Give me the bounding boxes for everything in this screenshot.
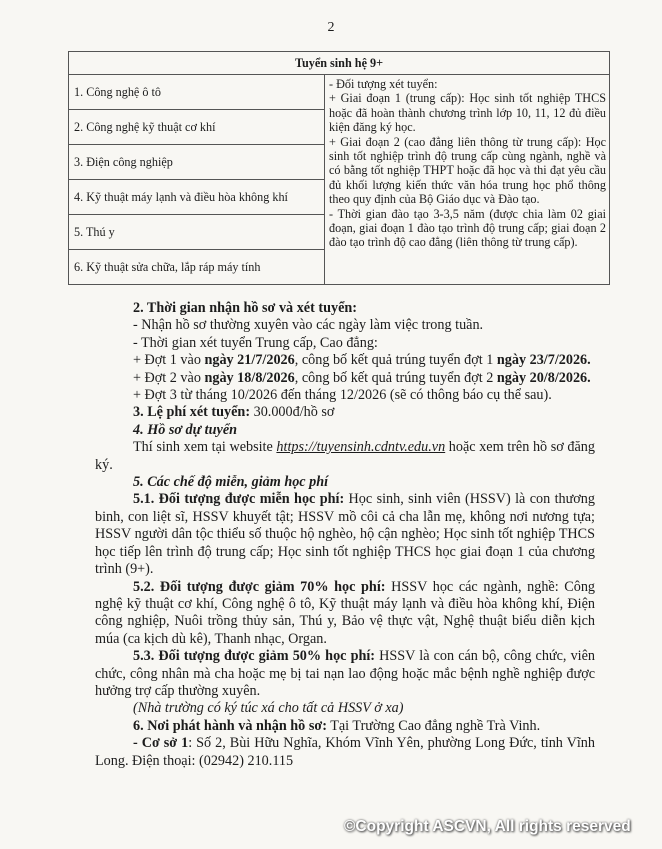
- description-line: + Giai đoạn 2 (cao đẳng liên thông từ trung cấp): Học sinh tốt nghiệp trình độ trung cấp cùng ngành, nghề và có bằng tốt nghiệp THPT hoặc đã học và thi đạt yêu cầu đủ khối lượng kiến thức văn hóa trung học phổ thông theo quy định của Bộ Giáo dục và Đào tạo.: [329, 134, 606, 207]
- document-body: [95, 300, 595, 770]
- section-5-2: 5.2. Đối tượng được giảm 70% học phí: HSSV học các ngành, nghề: Công nghệ kỹ thuật cơ khí, Công nghệ ô tô, Kỹ thuật máy lạnh và điều hòa không khí, Điện công nghiệp, Nuôi trồng thủy sản, Thú y, Bảo vệ thực vật, Nghệ thuật biểu diễn kịch múa (ca kịch dù kê), Thanh nhạc, Organ.: [95, 578, 596, 647]
- section-6: 6. Nơi phát hành và nhận hồ sơ: Tại Trường Cao đẳng nghề Trà Vinh.: [133, 717, 541, 734]
- description-line: + Giai đoạn 1 (trung cấp): Học sinh tốt nghiệp THCS hoặc đã hoàn thành chương trình lớp 10, 11, 12 đủ điều kiện đăng ký học.: [329, 91, 606, 135]
- section-2-heading: 2. Thời gian nhận hồ sơ và xét tuyển:: [133, 300, 357, 316]
- website-link[interactable]: https://tuyensinh.cdntv.edu.vn: [276, 439, 446, 456]
- section-4-text: Thí sinh xem tại website https://tuyensinh.cdntv.edu.vn hoặc xem trên hồ sơ đăng ký.: [95, 439, 595, 473]
- major-item: 6. Kỹ thuật sửa chữa, lắp ráp máy tính: [69, 250, 325, 285]
- major-item: 5. Thú y: [69, 215, 325, 250]
- major-item: 1. Công nghệ ô tô: [69, 75, 325, 110]
- dormitory-note: (Nhà trường có ký túc xá cho tất cả HSSV ở xa): [133, 700, 404, 717]
- description-line: - Thời gian đào tạo 3-3,5 năm (được chia làm 02 giai đoạn, giai đoạn 1 đào tạo trình độ trung cấp; giai đoạn 2 đào tạo trình độ cao đẳng (liên thông từ trung cấp).: [329, 206, 606, 250]
- copyright-watermark: ©Copyright ASCVN, All rights reserved: [344, 818, 631, 835]
- admission-table: [68, 51, 610, 285]
- campus-1: - Cơ sở 1: Số 2, Bùi Hữu Nghĩa, Khóm Vĩnh Yên, phường Long Đức, tỉnh Vĩnh Long. Điện thoại: (02942) 210.115: [95, 735, 595, 769]
- round-3: + Đợt 3 từ tháng 10/2026 đến tháng 12/2026 (sẽ có thông báo cụ thể sau).: [133, 387, 552, 404]
- round-2: + Đợt 2 vào ngày 18/8/2026, công bố kết quả trúng tuyển đợt 2 ngày 20/8/2026.: [133, 369, 591, 386]
- section-2-line: - Thời gian xét tuyển Trung cấp, Cao đẳng:: [133, 334, 378, 351]
- section-5-3: 5.3. Đối tượng được giảm 50% học phí: HSSV là con cán bộ, công chức, viên chức, công nhân mà cha hoặc mẹ bị tai nạn lao động hoặc mắc bệnh nghề nghiệp được hưởng trợ cấp thường xuyên.: [95, 648, 596, 699]
- table-header: Tuyển sinh hệ 9+: [69, 52, 610, 75]
- major-item: 2. Công nghệ kỹ thuật cơ khí: [69, 110, 325, 145]
- section-5-1: 5.1. Đối tượng được miễn học phí: Học sinh, sinh viên (HSSV) là con thương binh, con liệt sĩ, HSSV khuyết tật; HSSV mồ côi cả cha lẫn mẹ, không nơi nương tựa; HSSV người dân tộc thiểu số thuộc hộ nghèo, hộ cận nghèo; Học sinh tốt nghiệp THCS học tiếp lên trình độ trung cấp; Học sinh tốt nghiệp THCS học giai đoạn 1 của chương trình (9+).: [95, 491, 595, 578]
- section-2-line: - Nhận hồ sơ thường xuyên vào các ngày làm việc trong tuần.: [133, 317, 484, 334]
- admission-description: [325, 75, 610, 285]
- major-item: 3. Điện công nghiệp: [69, 145, 325, 180]
- major-item: 4. Kỹ thuật máy lạnh và điều hòa không khí: [69, 180, 325, 215]
- page-number: 2: [327, 20, 335, 35]
- description-line: - Đối tượng xét tuyển:: [329, 77, 438, 91]
- round-1: + Đợt 1 vào ngày 21/7/2026, công bố kết quả trúng tuyển đợt 1 ngày 23/7/2026.: [133, 352, 591, 369]
- section-5-heading: 5. Các chế độ miễn, giảm học phí: [133, 474, 329, 491]
- section-3: 3. Lệ phí xét tuyển: 30.000đ/hồ sơ: [133, 404, 335, 421]
- section-4-heading: 4. Hồ sơ dự tuyển: [133, 421, 238, 438]
